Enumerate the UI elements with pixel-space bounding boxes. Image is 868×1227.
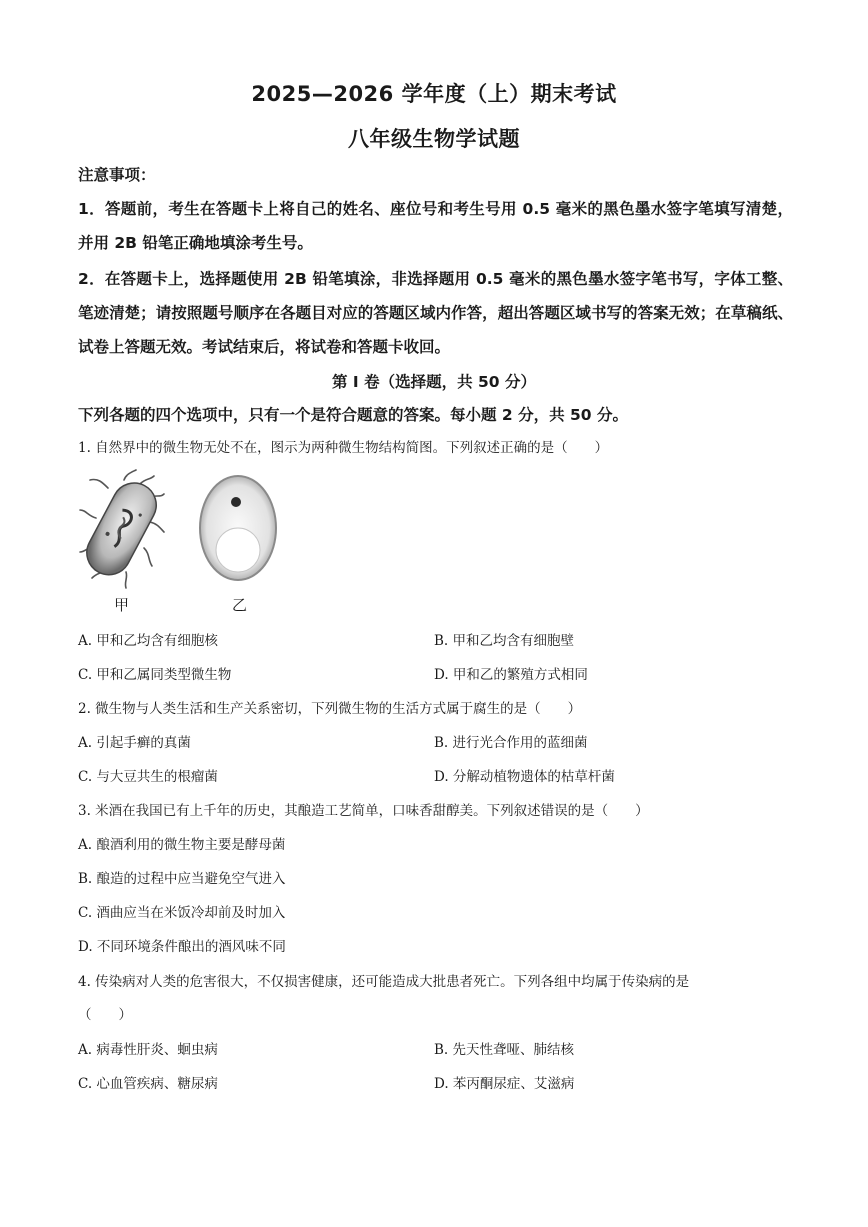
exam-title: 2025—2026 学年度（上）期末考试	[251, 82, 617, 106]
yeast-cell	[200, 476, 276, 580]
microbe-illustration	[78, 468, 300, 618]
notice-item-1: 1．答题前，考生在答题卡上将自己的姓名、座位号和考生号用 0.5 毫米的黑色墨水签字笔填写清楚，并用 2B 铅笔正确地填涂考生号。	[78, 200, 793, 252]
q3-option-d: D. 不同环境条件酿出的酒风味不同	[78, 939, 286, 955]
q2-option-b: B. 进行光合作用的蓝细菌	[434, 735, 588, 751]
question-1-stem: 1. 自然界中的微生物无处不在，图示为两种微生物结构简图。下列叙述正确的是（ ）	[78, 440, 609, 456]
figure-label-jia: 甲	[114, 596, 130, 614]
question-4-stem-cont: （ ）	[78, 1007, 132, 1023]
notice-item-2: 2．在答题卡上，选择题使用 2B 铅笔填涂，非选择题用 0.5 毫米的黑色墨水签字笔书写，字体工整、笔迹清楚；请按照题号顺序在各题目对应的答题区域内作答，超出答题区域书写的答案无效；在草稿纸、试卷上答题无效。考试结束后，将试卷和答题卡收回。	[78, 270, 793, 356]
microbe-figure	[78, 468, 300, 618]
question-2-stem: 2. 微生物与人类生活和生产关系密切，下列微生物的生活方式属于腐生的是（ ）	[78, 701, 582, 717]
question-3-stem: 3. 米酒在我国已有上千年的历史，其酿造工艺简单，口味香甜醇美。下列叙述错误的是（ ）	[78, 803, 649, 819]
q4-option-a: A. 病毒性肝炎、蛔虫病	[78, 1042, 218, 1058]
exam-subtitle: 八年级生物学试题	[348, 127, 520, 151]
question-4-stem: 4. 传染病对人类的危害很大，不仅损害健康，还可能造成大批患者死亡。下列各组中均属于传染病的是	[78, 974, 690, 990]
figure-label-yi: 乙	[232, 596, 248, 614]
section-title: 第 I 卷（选择题，共 50 分）	[332, 373, 536, 391]
q3-option-c: C. 酒曲应当在米饭冷却前及时加入	[78, 905, 286, 921]
q3-option-a: A. 酿酒利用的微生物主要是酵母菌	[78, 837, 286, 853]
q1-option-a: A. 甲和乙均含有细胞核	[78, 633, 218, 649]
q3-option-b: B. 酿造的过程中应当避免空气进入	[78, 871, 286, 887]
q1-option-b: B. 甲和乙均含有细胞壁	[434, 633, 575, 649]
notice-heading: 注意事项：	[78, 166, 156, 184]
q2-option-a: A. 引起手癣的真菌	[78, 735, 191, 751]
section-instruction: 下列各题的四个选项中，只有一个是符合题意的答案。每小题 2 分，共 50 分。	[78, 406, 628, 424]
q1-option-d: D. 甲和乙的繁殖方式相同	[434, 667, 588, 683]
q4-option-d: D. 苯丙酮尿症、艾滋病	[434, 1076, 575, 1092]
q2-option-c: C. 与大豆共生的根瘤菌	[78, 769, 218, 785]
q4-option-b: B. 先天性聋哑、肺结核	[434, 1042, 575, 1058]
q4-option-c: C. 心血管疾病、糖尿病	[78, 1076, 218, 1092]
bacterium-body	[79, 475, 164, 582]
q1-option-c: C. 甲和乙属同类型微生物	[78, 667, 232, 683]
q2-option-d: D. 分解动植物遗体的枯草杆菌	[434, 769, 615, 785]
